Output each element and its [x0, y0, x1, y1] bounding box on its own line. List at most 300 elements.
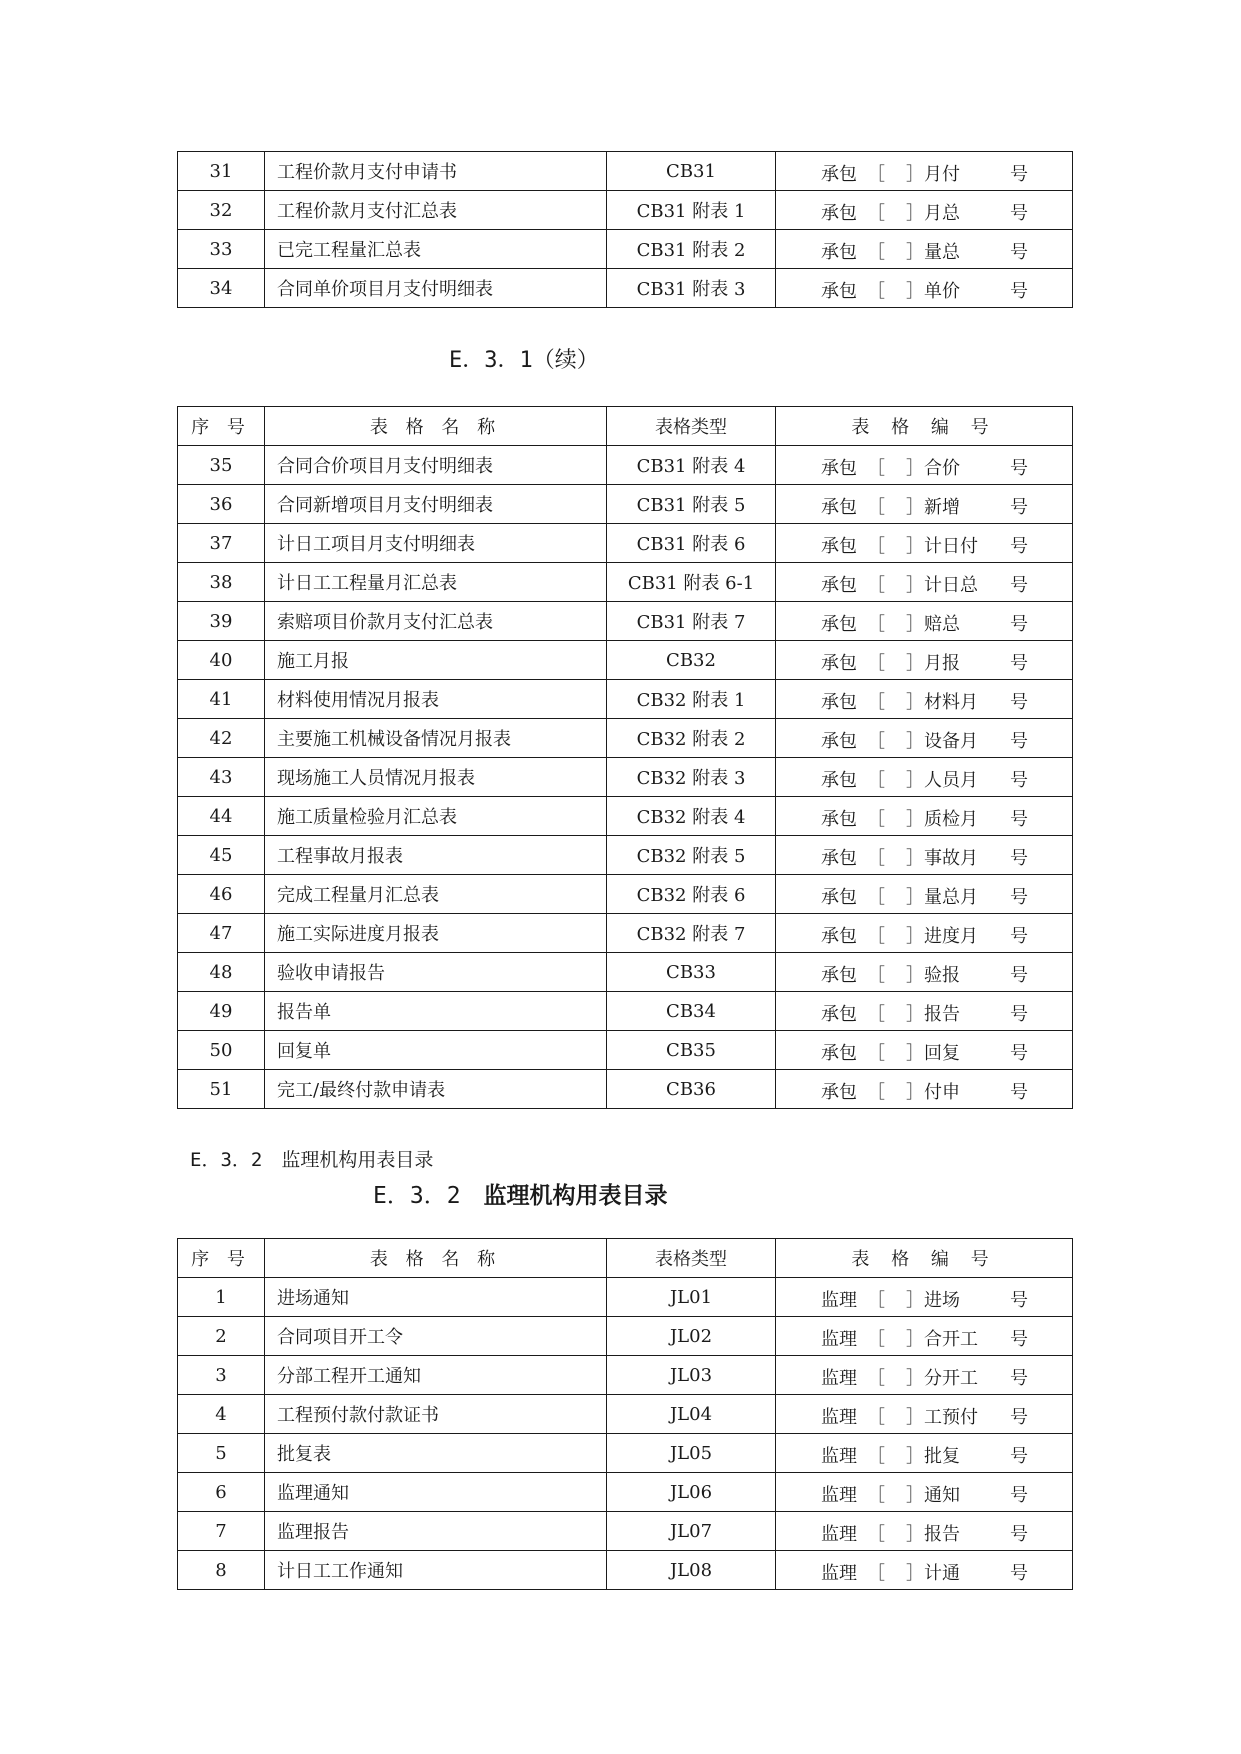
code-bracket-open: ［ [867, 1407, 885, 1428]
cell-code [776, 992, 1073, 1031]
table-row [178, 1070, 1073, 1109]
code-bracket-close: ］ [906, 1043, 924, 1064]
code-bracket-open: ［ [867, 926, 885, 947]
code-prefix: 承包 [821, 848, 857, 869]
cell-no: 37 [178, 524, 265, 563]
code-suffix: 分开工 [924, 1368, 978, 1389]
code-suffix: 赔总 [924, 614, 960, 635]
cell-no: 40 [178, 641, 265, 680]
code-hao: 号 [1010, 1524, 1028, 1545]
code-hao: 号 [1010, 497, 1028, 518]
table-row [178, 152, 1073, 191]
cell-code [776, 485, 1073, 524]
cell-type: CB31 附表 5 [607, 485, 776, 524]
code-bracket-close: ］ [906, 731, 924, 752]
table-row [178, 758, 1073, 797]
code-bracket-open: ［ [867, 1524, 885, 1545]
code-bracket-open: ［ [867, 1290, 885, 1311]
code-bracket-open: ［ [867, 164, 885, 185]
code-bracket-open: ［ [867, 203, 885, 224]
code-hao: 号 [1010, 281, 1028, 302]
cell-code [776, 1551, 1073, 1590]
cell-code [776, 524, 1073, 563]
code-prefix: 承包 [821, 887, 857, 908]
table-row [178, 1434, 1073, 1473]
cell-no: 8 [178, 1551, 265, 1590]
table-row [178, 1317, 1073, 1356]
cell-no: 45 [178, 836, 265, 875]
code-bracket-open: ［ [867, 965, 885, 986]
cell-type: JL07 [607, 1512, 776, 1551]
code-hao: 号 [1010, 536, 1028, 557]
cell-name: 监理报告 [265, 1512, 607, 1551]
code-suffix: 进场 [924, 1290, 960, 1311]
cell-code [776, 269, 1073, 308]
code-suffix: 工预付 [924, 1407, 978, 1428]
code-bracket-close: ］ [906, 1329, 924, 1350]
cell-code [776, 680, 1073, 719]
cell-code [776, 914, 1073, 953]
table-row [178, 875, 1073, 914]
cell-no: 1 [178, 1278, 265, 1317]
code-prefix: 承包 [821, 1082, 857, 1103]
cell-type: CB31 附表 1 [607, 191, 776, 230]
code-suffix: 材料月 [924, 692, 978, 713]
code-bracket-open: ［ [867, 1329, 885, 1350]
cell-no: 5 [178, 1434, 265, 1473]
code-prefix: 承包 [821, 614, 857, 635]
code-suffix: 报告 [924, 1004, 960, 1025]
code-bracket-open: ［ [867, 1563, 885, 1584]
table-row [178, 191, 1073, 230]
cell-name: 现场施工人员情况月报表 [265, 758, 607, 797]
cell-code [776, 836, 1073, 875]
code-suffix: 月付 [924, 164, 960, 185]
code-hao: 号 [1010, 1290, 1028, 1311]
table-e31-part1 [177, 151, 1073, 308]
cell-name: 合同合价项目月支付明细表 [265, 446, 607, 485]
cell-code [776, 953, 1073, 992]
code-hao: 号 [1010, 1043, 1028, 1064]
cell-no: 48 [178, 953, 265, 992]
cell-name: 监理通知 [265, 1473, 607, 1512]
heading-e32-title: 监理机构用表目录 [483, 1183, 668, 1209]
code-bracket-close: ］ [906, 614, 924, 635]
cell-type: CB31 附表 2 [607, 230, 776, 269]
header-type: 表格类型 [607, 1239, 776, 1278]
cell-code [776, 230, 1073, 269]
code-suffix: 验报 [924, 965, 960, 986]
table-row [178, 1031, 1073, 1070]
cell-type: CB32 附表 7 [607, 914, 776, 953]
header-code: 表 格 编 号 [776, 1239, 1073, 1278]
code-prefix: 承包 [821, 1004, 857, 1025]
code-prefix: 监理 [821, 1446, 857, 1467]
cell-code [776, 1356, 1073, 1395]
table-row [178, 1512, 1073, 1551]
code-suffix: 新增 [924, 497, 960, 518]
code-prefix: 承包 [821, 653, 857, 674]
cell-name: 主要施工机械设备情况月报表 [265, 719, 607, 758]
code-suffix: 通知 [924, 1485, 960, 1506]
cell-name: 工程事故月报表 [265, 836, 607, 875]
code-bracket-open: ［ [867, 809, 885, 830]
table-e32 [177, 1238, 1073, 1590]
code-suffix: 量总月 [924, 887, 978, 908]
cell-no: 42 [178, 719, 265, 758]
code-prefix: 承包 [821, 203, 857, 224]
cell-name: 索赔项目价款月支付汇总表 [265, 602, 607, 641]
code-bracket-close: ］ [906, 653, 924, 674]
cell-no: 51 [178, 1070, 265, 1109]
cell-no: 46 [178, 875, 265, 914]
code-suffix: 报告 [924, 1524, 960, 1545]
cell-no: 3 [178, 1356, 265, 1395]
header-name: 表 格 名 称 [265, 1239, 607, 1278]
cell-type: CB32 附表 3 [607, 758, 776, 797]
code-bracket-close: ］ [906, 242, 924, 263]
code-bracket-open: ［ [867, 614, 885, 635]
code-bracket-close: ］ [906, 164, 924, 185]
code-bracket-close: ］ [906, 536, 924, 557]
cell-name: 合同新增项目月支付明细表 [265, 485, 607, 524]
cell-type: CB32 附表 1 [607, 680, 776, 719]
code-suffix: 单价 [924, 281, 960, 302]
table-row [178, 563, 1073, 602]
table-row [178, 953, 1073, 992]
code-bracket-close: ］ [906, 887, 924, 908]
cell-name: 施工月报 [265, 641, 607, 680]
code-prefix: 承包 [821, 731, 857, 752]
cell-no: 7 [178, 1512, 265, 1551]
code-suffix: 付申 [924, 1082, 960, 1103]
code-prefix: 监理 [821, 1485, 857, 1506]
code-prefix: 承包 [821, 242, 857, 263]
code-bracket-close: ］ [906, 1290, 924, 1311]
code-bracket-open: ［ [867, 653, 885, 674]
code-suffix: 月总 [924, 203, 960, 224]
cell-name: 施工质量检验月汇总表 [265, 797, 607, 836]
code-bracket-close: ］ [906, 1563, 924, 1584]
cell-type: CB31 附表 7 [607, 602, 776, 641]
heading-e32-large [373, 1177, 668, 1210]
code-bracket-open: ［ [867, 1368, 885, 1389]
code-prefix: 承包 [821, 770, 857, 791]
cell-name: 材料使用情况月报表 [265, 680, 607, 719]
code-bracket-open: ［ [867, 1082, 885, 1103]
cell-no: 38 [178, 563, 265, 602]
code-prefix: 承包 [821, 458, 857, 479]
table-row [178, 1356, 1073, 1395]
code-hao: 号 [1010, 926, 1028, 947]
code-bracket-close: ］ [906, 1368, 924, 1389]
code-prefix: 承包 [821, 1043, 857, 1064]
cell-type: JL03 [607, 1356, 776, 1395]
cell-code [776, 1070, 1073, 1109]
code-hao: 号 [1010, 965, 1028, 986]
cell-code [776, 875, 1073, 914]
cell-no: 32 [178, 191, 265, 230]
cell-name: 计日工项目月支付明细表 [265, 524, 607, 563]
code-prefix: 监理 [821, 1524, 857, 1545]
code-prefix: 承包 [821, 575, 857, 596]
code-prefix: 承包 [821, 281, 857, 302]
code-suffix: 事故月 [924, 848, 978, 869]
table-row [178, 485, 1073, 524]
cell-name: 计日工工作通知 [265, 1551, 607, 1590]
code-bracket-close: ］ [906, 965, 924, 986]
cell-no: 44 [178, 797, 265, 836]
cell-no: 2 [178, 1317, 265, 1356]
code-hao: 号 [1010, 458, 1028, 479]
cell-name: 分部工程开工通知 [265, 1356, 607, 1395]
cell-no: 31 [178, 152, 265, 191]
code-bracket-open: ［ [867, 1004, 885, 1025]
cell-name: 工程价款月支付申请书 [265, 152, 607, 191]
cell-type: CB36 [607, 1070, 776, 1109]
cell-type: JL06 [607, 1473, 776, 1512]
table-row [178, 914, 1073, 953]
table-row [178, 269, 1073, 308]
cell-code [776, 1473, 1073, 1512]
header-no: 序 号 [178, 1239, 265, 1278]
code-prefix: 监理 [821, 1563, 857, 1584]
code-bracket-close: ］ [906, 926, 924, 947]
cell-name: 工程价款月支付汇总表 [265, 191, 607, 230]
code-hao: 号 [1010, 1446, 1028, 1467]
code-suffix: 批复 [924, 1446, 960, 1467]
code-hao: 号 [1010, 1082, 1028, 1103]
cell-code [776, 758, 1073, 797]
cell-name: 回复单 [265, 1031, 607, 1070]
cell-type: JL02 [607, 1317, 776, 1356]
code-bracket-close: ］ [906, 692, 924, 713]
cell-name: 报告单 [265, 992, 607, 1031]
cell-type: CB31 附表 4 [607, 446, 776, 485]
code-hao: 号 [1010, 1329, 1028, 1350]
code-bracket-open: ［ [867, 1043, 885, 1064]
cell-type: CB31 附表 6-1 [607, 563, 776, 602]
code-hao: 号 [1010, 1485, 1028, 1506]
cell-type: CB35 [607, 1031, 776, 1070]
code-bracket-close: ］ [906, 575, 924, 596]
table-row [178, 836, 1073, 875]
code-suffix: 计日付 [924, 536, 978, 557]
code-bracket-open: ［ [867, 281, 885, 302]
cell-no: 39 [178, 602, 265, 641]
table-e31-continued [177, 406, 1073, 1109]
table-header-row [178, 1239, 1073, 1278]
cell-code [776, 602, 1073, 641]
cell-name: 已完工程量汇总表 [265, 230, 607, 269]
header-name: 表 格 名 称 [265, 407, 607, 446]
code-bracket-open: ［ [867, 692, 885, 713]
code-hao: 号 [1010, 1563, 1028, 1584]
cell-code [776, 1317, 1073, 1356]
code-hao: 号 [1010, 614, 1028, 635]
cell-code [776, 446, 1073, 485]
code-hao: 号 [1010, 848, 1028, 869]
code-hao: 号 [1010, 164, 1028, 185]
code-hao: 号 [1010, 242, 1028, 263]
code-bracket-open: ［ [867, 770, 885, 791]
cell-code [776, 797, 1073, 836]
code-bracket-close: ］ [906, 203, 924, 224]
cell-no: 41 [178, 680, 265, 719]
code-suffix: 质检月 [924, 809, 978, 830]
table-row [178, 602, 1073, 641]
cell-name: 计日工工程量月汇总表 [265, 563, 607, 602]
heading-e32-small: E．3．2 监理机构用表目录 [190, 1149, 434, 1171]
cell-no: 49 [178, 992, 265, 1031]
cell-code [776, 152, 1073, 191]
code-bracket-open: ［ [867, 242, 885, 263]
code-prefix: 承包 [821, 497, 857, 518]
code-bracket-open: ［ [867, 458, 885, 479]
cell-name: 工程预付款付款证书 [265, 1395, 607, 1434]
cell-no: 47 [178, 914, 265, 953]
table-row [178, 230, 1073, 269]
code-suffix: 人员月 [924, 770, 978, 791]
code-prefix: 承包 [821, 809, 857, 830]
cell-type: JL05 [607, 1434, 776, 1473]
table-row [178, 1395, 1073, 1434]
code-bracket-close: ］ [906, 281, 924, 302]
cell-name: 批复表 [265, 1434, 607, 1473]
header-code: 表 格 编 号 [776, 407, 1073, 446]
cell-code [776, 641, 1073, 680]
cell-type: CB32 [607, 641, 776, 680]
code-bracket-open: ［ [867, 1446, 885, 1467]
table-row [178, 992, 1073, 1031]
code-bracket-open: ［ [867, 731, 885, 752]
code-hao: 号 [1010, 731, 1028, 752]
cell-no: 34 [178, 269, 265, 308]
code-hao: 号 [1010, 1004, 1028, 1025]
cell-no: 50 [178, 1031, 265, 1070]
cell-code [776, 1031, 1073, 1070]
code-prefix: 承包 [821, 164, 857, 185]
table-row [178, 1278, 1073, 1317]
code-suffix: 月报 [924, 653, 960, 674]
cell-name: 完工/最终付款申请表 [265, 1070, 607, 1109]
code-bracket-close: ］ [906, 1004, 924, 1025]
code-bracket-close: ］ [906, 1082, 924, 1103]
cell-type: CB31 附表 3 [607, 269, 776, 308]
table-row [178, 680, 1073, 719]
code-hao: 号 [1010, 575, 1028, 596]
code-bracket-close: ］ [906, 1446, 924, 1467]
cell-name: 验收申请报告 [265, 953, 607, 992]
code-hao: 号 [1010, 203, 1028, 224]
cell-no: 4 [178, 1395, 265, 1434]
code-prefix: 承包 [821, 926, 857, 947]
code-suffix: 合价 [924, 458, 960, 479]
code-suffix: 设备月 [924, 731, 978, 752]
table-row [178, 797, 1073, 836]
cell-type: JL01 [607, 1278, 776, 1317]
cell-no: 6 [178, 1473, 265, 1512]
cell-type: JL08 [607, 1551, 776, 1590]
cell-name: 施工实际进度月报表 [265, 914, 607, 953]
code-bracket-close: ］ [906, 497, 924, 518]
code-prefix: 承包 [821, 536, 857, 557]
code-hao: 号 [1010, 887, 1028, 908]
table-row [178, 1473, 1073, 1512]
cell-type: CB34 [607, 992, 776, 1031]
code-prefix: 监理 [821, 1368, 857, 1389]
cell-code [776, 1512, 1073, 1551]
code-bracket-close: ］ [906, 1485, 924, 1506]
cell-type: CB33 [607, 953, 776, 992]
code-bracket-open: ［ [867, 1485, 885, 1506]
code-bracket-open: ［ [867, 887, 885, 908]
cell-code [776, 1278, 1073, 1317]
cell-code [776, 1434, 1073, 1473]
code-bracket-open: ［ [867, 848, 885, 869]
code-suffix: 计日总 [924, 575, 978, 596]
code-hao: 号 [1010, 1368, 1028, 1389]
cell-type: CB32 附表 6 [607, 875, 776, 914]
code-prefix: 承包 [821, 692, 857, 713]
cell-type: CB32 附表 2 [607, 719, 776, 758]
code-bracket-open: ［ [867, 575, 885, 596]
cell-code [776, 1395, 1073, 1434]
cell-type: JL04 [607, 1395, 776, 1434]
code-hao: 号 [1010, 809, 1028, 830]
code-hao: 号 [1010, 653, 1028, 674]
table-header-row [178, 407, 1073, 446]
cell-name: 进场通知 [265, 1278, 607, 1317]
header-no: 序 号 [178, 407, 265, 446]
table-row [178, 524, 1073, 563]
code-prefix: 监理 [821, 1290, 857, 1311]
code-bracket-open: ［ [867, 536, 885, 557]
cell-name: 完成工程量月汇总表 [265, 875, 607, 914]
code-suffix: 进度月 [924, 926, 978, 947]
code-prefix: 监理 [821, 1407, 857, 1428]
table-row [178, 446, 1073, 485]
table-row [178, 719, 1073, 758]
code-suffix: 计通 [924, 1563, 960, 1584]
cell-name: 合同项目开工令 [265, 1317, 607, 1356]
code-bracket-close: ］ [906, 809, 924, 830]
cell-no: 33 [178, 230, 265, 269]
code-hao: 号 [1010, 770, 1028, 791]
cell-no: 36 [178, 485, 265, 524]
cell-code [776, 191, 1073, 230]
cell-type: CB31 附表 6 [607, 524, 776, 563]
heading-e31-continued: E．3．1（续） [449, 348, 599, 373]
code-prefix: 承包 [821, 965, 857, 986]
cell-no: 35 [178, 446, 265, 485]
cell-no: 43 [178, 758, 265, 797]
header-type: 表格类型 [607, 407, 776, 446]
cell-code [776, 719, 1073, 758]
code-suffix: 量总 [924, 242, 960, 263]
cell-name: 合同单价项目月支付明细表 [265, 269, 607, 308]
code-hao: 号 [1010, 692, 1028, 713]
table-row [178, 641, 1073, 680]
code-bracket-close: ］ [906, 1524, 924, 1545]
code-suffix: 回复 [924, 1043, 960, 1064]
heading-e32-number: E．3．2 [373, 1183, 484, 1209]
table-row [178, 1551, 1073, 1590]
cell-type: CB32 附表 5 [607, 836, 776, 875]
code-bracket-open: ［ [867, 497, 885, 518]
code-prefix: 监理 [821, 1329, 857, 1350]
code-bracket-close: ］ [906, 458, 924, 479]
